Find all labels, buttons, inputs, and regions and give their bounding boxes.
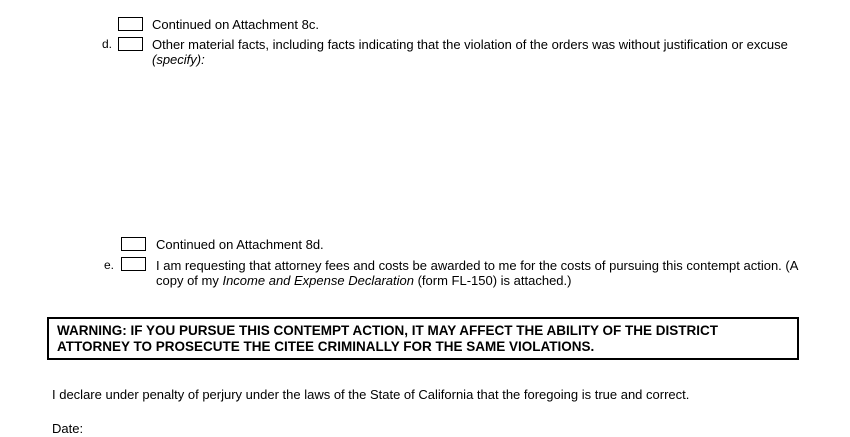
- income-expense-declaration-title: Income and Expense Declaration: [222, 273, 414, 288]
- item-d-specify-italic: (specify):: [152, 52, 205, 67]
- attachment-8c-label: Continued on Attachment 8c.: [152, 17, 319, 32]
- item-e-checkbox[interactable]: [121, 257, 146, 271]
- date-label: Date:: [52, 421, 84, 436]
- warning-text: [57, 323, 718, 355]
- item-d-specify: [152, 52, 205, 67]
- attachment-8d-label: Continued on Attachment 8d.: [156, 237, 324, 252]
- item-e-letter: e.: [104, 258, 115, 272]
- item-e-line2-pre: copy of my: [156, 273, 223, 288]
- item-d-checkbox[interactable]: [118, 37, 143, 51]
- item-d-letter: d.: [102, 37, 113, 51]
- item-d-text: Other material facts, including facts indicating that the violation of the orders was without justification or excuse: [152, 37, 788, 52]
- item-e-line2-post: (form FL-150) is attached.): [413, 273, 572, 288]
- item-e-line1: I am requesting that attorney fees and costs be awarded to me for the costs of pursuing this contempt action. (A: [156, 258, 799, 273]
- attachment-8c-checkbox[interactable]: [118, 17, 143, 31]
- item-e-line2: [156, 273, 571, 288]
- warning-box: [47, 317, 799, 360]
- attachment-8d-checkbox[interactable]: [121, 237, 146, 251]
- perjury-declaration: I declare under penalty of perjury under the laws of the State of California that the foregoing is true and correct.: [52, 387, 690, 402]
- warning-line-1: WARNING: IF YOU PURSUE THIS CONTEMPT ACTION, IT MAY AFFECT THE ABILITY OF THE DISTRICT: [57, 323, 719, 338]
- warning-line-2: ATTORNEY TO PROSECUTE THE CITEE CRIMINALLY FOR THE SAME VIOLATIONS.: [57, 339, 595, 354]
